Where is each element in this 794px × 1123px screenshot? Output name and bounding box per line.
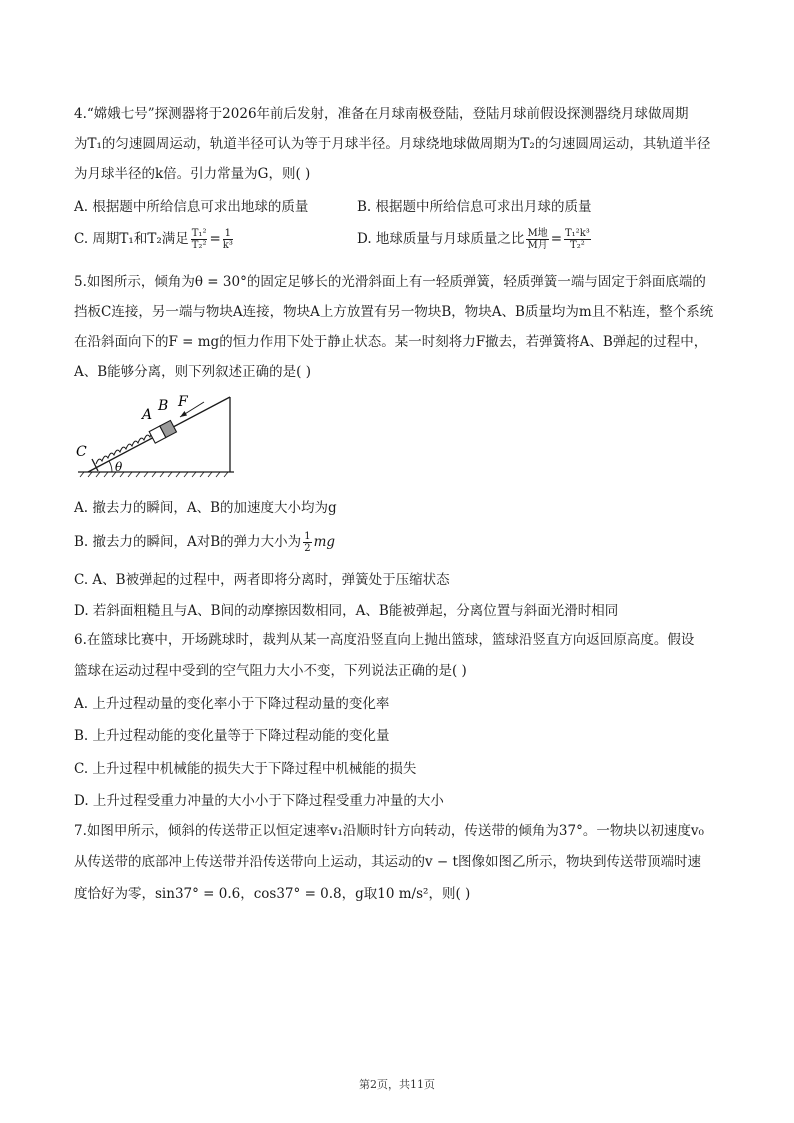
q4-option-d-fraction-right: $\frac{\text{T₁²k³}}{\text{T₂²}}$ xyxy=(565,228,590,251)
page-footer: 第2页，共11页 xyxy=(359,1078,435,1091)
q5-option-a[interactable]: A. 撤去力的瞬间，A、B的加速度大小均为g xyxy=(74,500,337,516)
q7-line-2: 从传送带的底部冲上传送带并沿传送带向上运动，其运动的v − t图像如图乙所示，物块到传送带顶端时速 xyxy=(74,854,701,870)
label-b: B xyxy=(158,398,169,414)
incline-spring-figure xyxy=(72,392,242,482)
q4-line-1: 4.“嫦娥七号”探测器将于2026年前后发射，准备在月球南极登陆，登陆月球前假设探测器绕月球做周期 xyxy=(74,106,689,122)
q6-option-b[interactable]: B. 上升过程动能的变化量等于下降过程动能的变化量 xyxy=(74,728,390,744)
q7-line-3: 度恰好为零，sin37° = 0.6，cos37° = 0.8，g取10 m/s²，则( ) xyxy=(74,886,471,902)
q5-line-1: 5.如图所示，倾角为θ = 30°的固定足够长的光滑斜面上有一轻质弹簧，轻质弹簧一端与固定于斜面底端的 xyxy=(74,274,706,290)
q4-option-c-fraction-right: $\frac{1}{\text{k³}}$ xyxy=(222,228,233,251)
label-c: C xyxy=(76,444,87,460)
q4-option-c-fraction: $\frac{\text{T₁²}}{\text{T₂²}}$ xyxy=(191,228,207,251)
label-theta: θ xyxy=(115,460,123,474)
q4-option-b[interactable]: B. 根据题中所给信息可求出月球的质量 xyxy=(357,199,592,215)
q6-option-c[interactable]: C. 上升过程中机械能的损失大于下降过程中机械能的损失 xyxy=(74,761,417,777)
q6-line-1: 6.在篮球比赛中，开场跳球时，裁判从某一高度沿竖直向上抛出篮球，篮球沿竖直方向返回原高度。假设 xyxy=(74,632,695,648)
q5-line-4: A、B能够分离，则下列叙述正确的是( ) xyxy=(74,364,311,380)
q5-option-b-prefix: B. 撤去力的瞬间，A对B的弹力大小为 xyxy=(74,534,302,550)
q4-option-a[interactable]: A. 根据题中所给信息可求出地球的质量 xyxy=(74,199,309,215)
q5-option-c[interactable]: C. A、B被弹起的过程中，两者即将分离时，弹簧处于压缩状态 xyxy=(74,572,450,588)
q5-option-b[interactable]: B. 撤去力的瞬间，A对B的弹力大小为 $\frac{1}{2}$ mg xyxy=(74,531,336,554)
angle-arc xyxy=(109,461,112,472)
q4-option-c[interactable]: C. 周期T₁和T₂满足 $\frac{\text{T₁²}}{\text{T₂²}}$ = $\frac{1}{\text{k³}}$ xyxy=(74,228,233,251)
q5-line-3: 在沿斜面向下的F = mg的恒力作用下处于静止状态。某一时刻将力F撤去，若弹簧将A、B弹起的过程中， xyxy=(74,334,708,350)
q4-option-d[interactable]: D. 地球质量与月球质量之比 $\frac{\text{M地}}{\text{M月}}$ = $\frac{\text{T₁²k³}}{\text{T₂²}}$ xyxy=(357,228,590,251)
q6-option-d[interactable]: D. 上升过程受重力冲量的大小小于下降过程受重力冲量的大小 xyxy=(74,793,444,809)
q7-line-1: 7.如图甲所示，倾斜的传送带正以恒定速率v₁沿顺时针方向转动，传送带的倾角为37°。一物块以初速度v₀ xyxy=(74,823,704,839)
q4-line-2: 为T₁的匀速圆周运动，轨道半径可认为等于月球半径。月球绕地球做周期为T₂的匀速圆周运动，其轨道半径 xyxy=(74,136,711,152)
q5-option-d[interactable]: D. 若斜面粗糙且与A、B间的动摩擦因数相同，A、B能被弹起，分离位置与斜面光滑时相同 xyxy=(74,603,619,619)
label-f: F xyxy=(178,394,188,410)
q5-option-b-fraction: $\frac{1}{2}$ xyxy=(304,531,311,554)
q4-option-d-fraction: $\frac{\text{M地}}{\text{M月}}$ xyxy=(527,228,548,251)
q6-line-2: 篮球在运动过程中受到的空气阻力大小不变，下列说法正确的是( ) xyxy=(74,663,467,679)
q4-option-c-prefix: C. 周期T₁和T₂满足 xyxy=(74,231,189,247)
q4-line-3: 为月球半径的k倍。引力常量为G，则( ) xyxy=(74,166,311,182)
q5-line-2: 挡板C连接，另一端与物块A连接，物块A上方放置有另一物块B，物块A、B质量均为m且不粘连，整个系统 xyxy=(74,304,714,320)
q4-option-d-prefix: D. 地球质量与月球质量之比 xyxy=(357,231,525,247)
q6-option-a[interactable]: A. 上升过程动量的变化率小于下降过程动量的变化率 xyxy=(74,696,390,712)
label-a: A xyxy=(142,407,153,423)
